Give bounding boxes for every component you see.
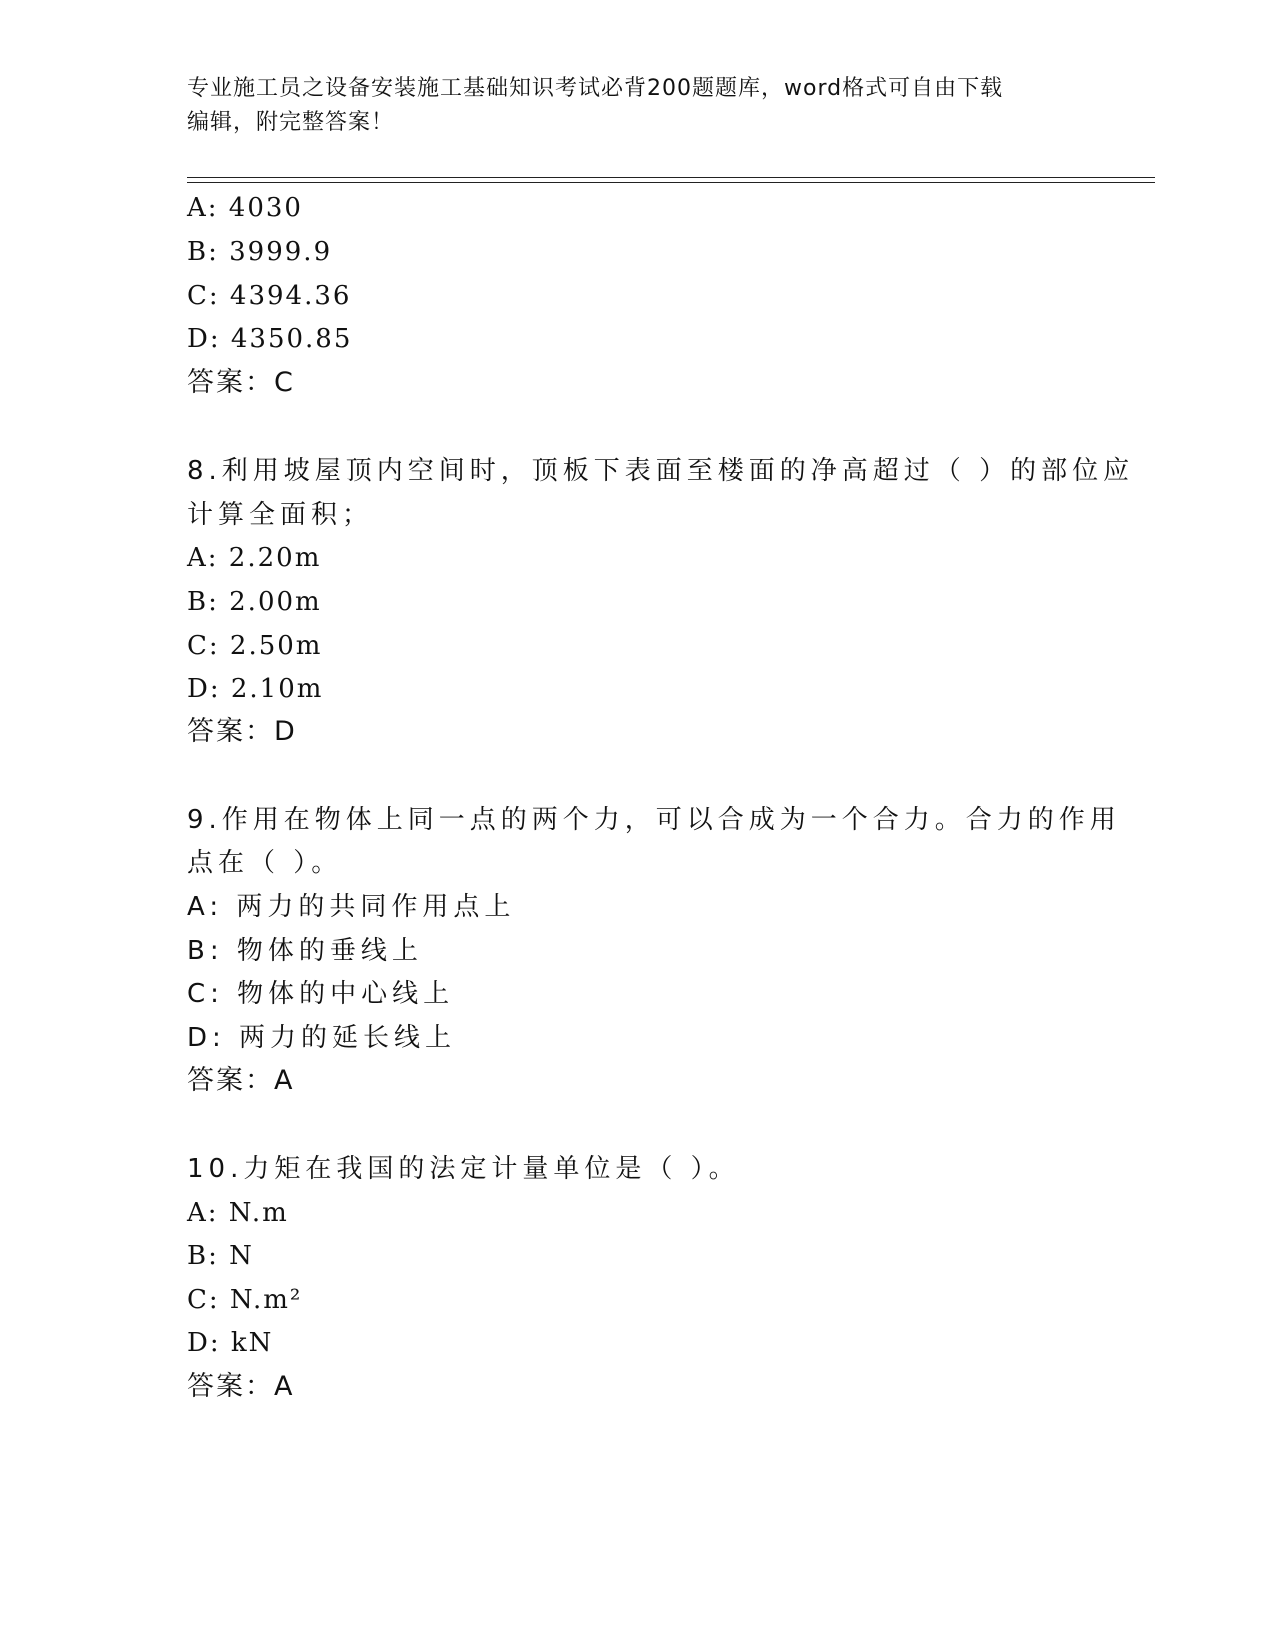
q10-option-c: C: N.m² [187, 1285, 303, 1315]
q8-option-a: A: 2.20m [187, 543, 322, 573]
header-line-1: 专业施工员之设备安装施工基础知识考试必背200题题库，word格式可自由下载 [187, 76, 1004, 101]
header-rule-top [187, 177, 1155, 178]
q8-text-line-2: 计算全面积； [187, 500, 374, 530]
q7-option-c: C: 4394.36 [187, 281, 352, 311]
q9-option-d: D: 两力的延长线上 [187, 1023, 457, 1053]
q8-option-c: C: 2.50m [187, 631, 323, 661]
q7-option-d: D: 4350.85 [187, 324, 353, 354]
q9-answer: 答案：A [187, 1065, 295, 1096]
q8-option-b: B: 2.00m [187, 587, 322, 617]
q10-option-d: D: kN [187, 1328, 274, 1358]
q10-answer: 答案：A [187, 1371, 295, 1402]
q7-option-a: A: 4030 [187, 193, 303, 223]
q10-option-a: A: N.m [187, 1198, 289, 1228]
q8-answer: 答案：D [187, 716, 297, 747]
q9-text-line-2: 点在（ ）。 [187, 848, 343, 878]
q8-text-line-1: 8.利用坡屋顶内空间时，顶板下表面至楼面的净高超过（ ）的部位应 [187, 456, 1135, 486]
q7-option-b: B: 3999.9 [187, 237, 333, 267]
header-rule-bottom [187, 182, 1155, 183]
q10-option-b: B: N [187, 1241, 254, 1271]
q10-text-line-1: 10.力矩在我国的法定计量单位是（ ）。 [187, 1154, 740, 1184]
q9-text-line-1: 9.作用在物体上同一点的两个力，可以合成为一个合力。合力的作用 [187, 805, 1121, 835]
q8-option-d: D: 2.10m [187, 674, 324, 704]
q7-answer: 答案：C [187, 367, 295, 398]
q9-option-a: A: 两力的共同作用点上 [187, 892, 516, 922]
q9-option-b: B: 物体的垂线上 [187, 936, 423, 966]
header-line-2: 编辑，附完整答案！ [187, 110, 395, 135]
document-header [187, 72, 1067, 140]
q9-option-c: C: 物体的中心线上 [187, 979, 455, 1009]
